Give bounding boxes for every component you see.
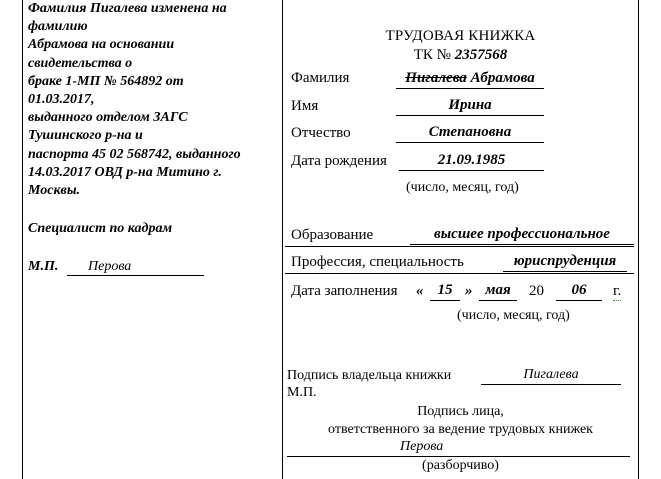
tk-number-line	[283, 47, 638, 64]
responsible-line-1: Подпись лица,	[417, 404, 504, 419]
responsible-line-2: ответственного за ведение трудовых книжек	[328, 422, 593, 437]
note-line: Тушинского р-на и	[28, 128, 143, 144]
specialist-label: Специалист по кадрам	[28, 221, 173, 236]
patronymic-label: Отчество	[291, 125, 351, 141]
mp-label-left: М.П.	[28, 259, 59, 274]
profession-label: Профессия, специальность	[291, 254, 464, 270]
quote-open: «	[416, 283, 424, 299]
fill-month-field: мая	[479, 282, 517, 301]
name-change-note	[28, 0, 278, 200]
surname-new: Абрамова	[470, 70, 535, 86]
education-label: Образование	[291, 227, 374, 243]
fill-day-field: 15	[430, 282, 460, 301]
name-field: Ирина	[396, 97, 544, 116]
left-border-line	[22, 0, 23, 479]
profession-field: юриспруденция	[503, 253, 627, 272]
tk-prefix: ТК №	[413, 47, 451, 63]
birthdate-field: 21.09.1985	[399, 152, 544, 171]
patronymic-field: Степановна	[396, 124, 544, 143]
note-line: свидетельства о	[28, 55, 133, 71]
document-title: ТРУДОВАЯ КНИЖКА	[385, 28, 536, 44]
fill-date-label: Дата заполнения	[291, 283, 398, 299]
note-line: Абрамова на основании	[28, 37, 175, 53]
work-book-title-page	[283, 0, 638, 479]
note-line: 01.03.2017,	[28, 92, 95, 108]
specialist-signature-line	[67, 259, 204, 276]
quote-close: »	[465, 283, 473, 299]
note-line: Москвы.	[28, 183, 81, 199]
tk-number: 2357568	[454, 47, 508, 63]
name-label: Имя	[291, 98, 319, 114]
birthdate-hint: (число, месяц, год)	[406, 180, 519, 195]
note-line: Фамилия Пигалева изменена на	[28, 1, 227, 16]
right-border-line	[638, 0, 639, 479]
owner-signature-field: Пигалева	[481, 367, 621, 385]
note-line: фамилию	[28, 19, 88, 35]
note-line: 14.03.2017 ОВД р-на Митино г.	[28, 164, 222, 180]
note-line: выданного отделом ЗАГС	[28, 110, 188, 126]
mp-label-right: М.П.	[287, 385, 317, 400]
name-change-note-text	[28, 0, 278, 200]
profession-row-line	[285, 273, 634, 274]
note-line: паспорта 45 02 568742, выданного	[28, 146, 241, 162]
year-prefix: 20	[529, 283, 544, 299]
surname-field	[396, 70, 544, 89]
responsible-signature-field	[287, 439, 630, 457]
education-row-line	[285, 246, 634, 247]
specialist-signature: Перова	[88, 259, 132, 274]
surname-label: Фамилия	[291, 70, 350, 86]
surname-old: Пигалева	[405, 70, 467, 86]
note-line: браке 1-МП № 564892 от	[28, 73, 184, 89]
owner-signature-label: Подпись владельца книжки	[287, 368, 452, 383]
legible-hint: (разборчиво)	[422, 458, 499, 473]
education-field: высшее профессиональное	[410, 226, 634, 245]
fill-date-hint: (число, месяц, год)	[457, 308, 570, 323]
year-suffix: г.	[613, 283, 622, 299]
fill-year-field: 06	[556, 282, 602, 301]
birthdate-label: Дата рождения	[291, 153, 387, 169]
responsible-signature: Перова	[400, 439, 444, 454]
